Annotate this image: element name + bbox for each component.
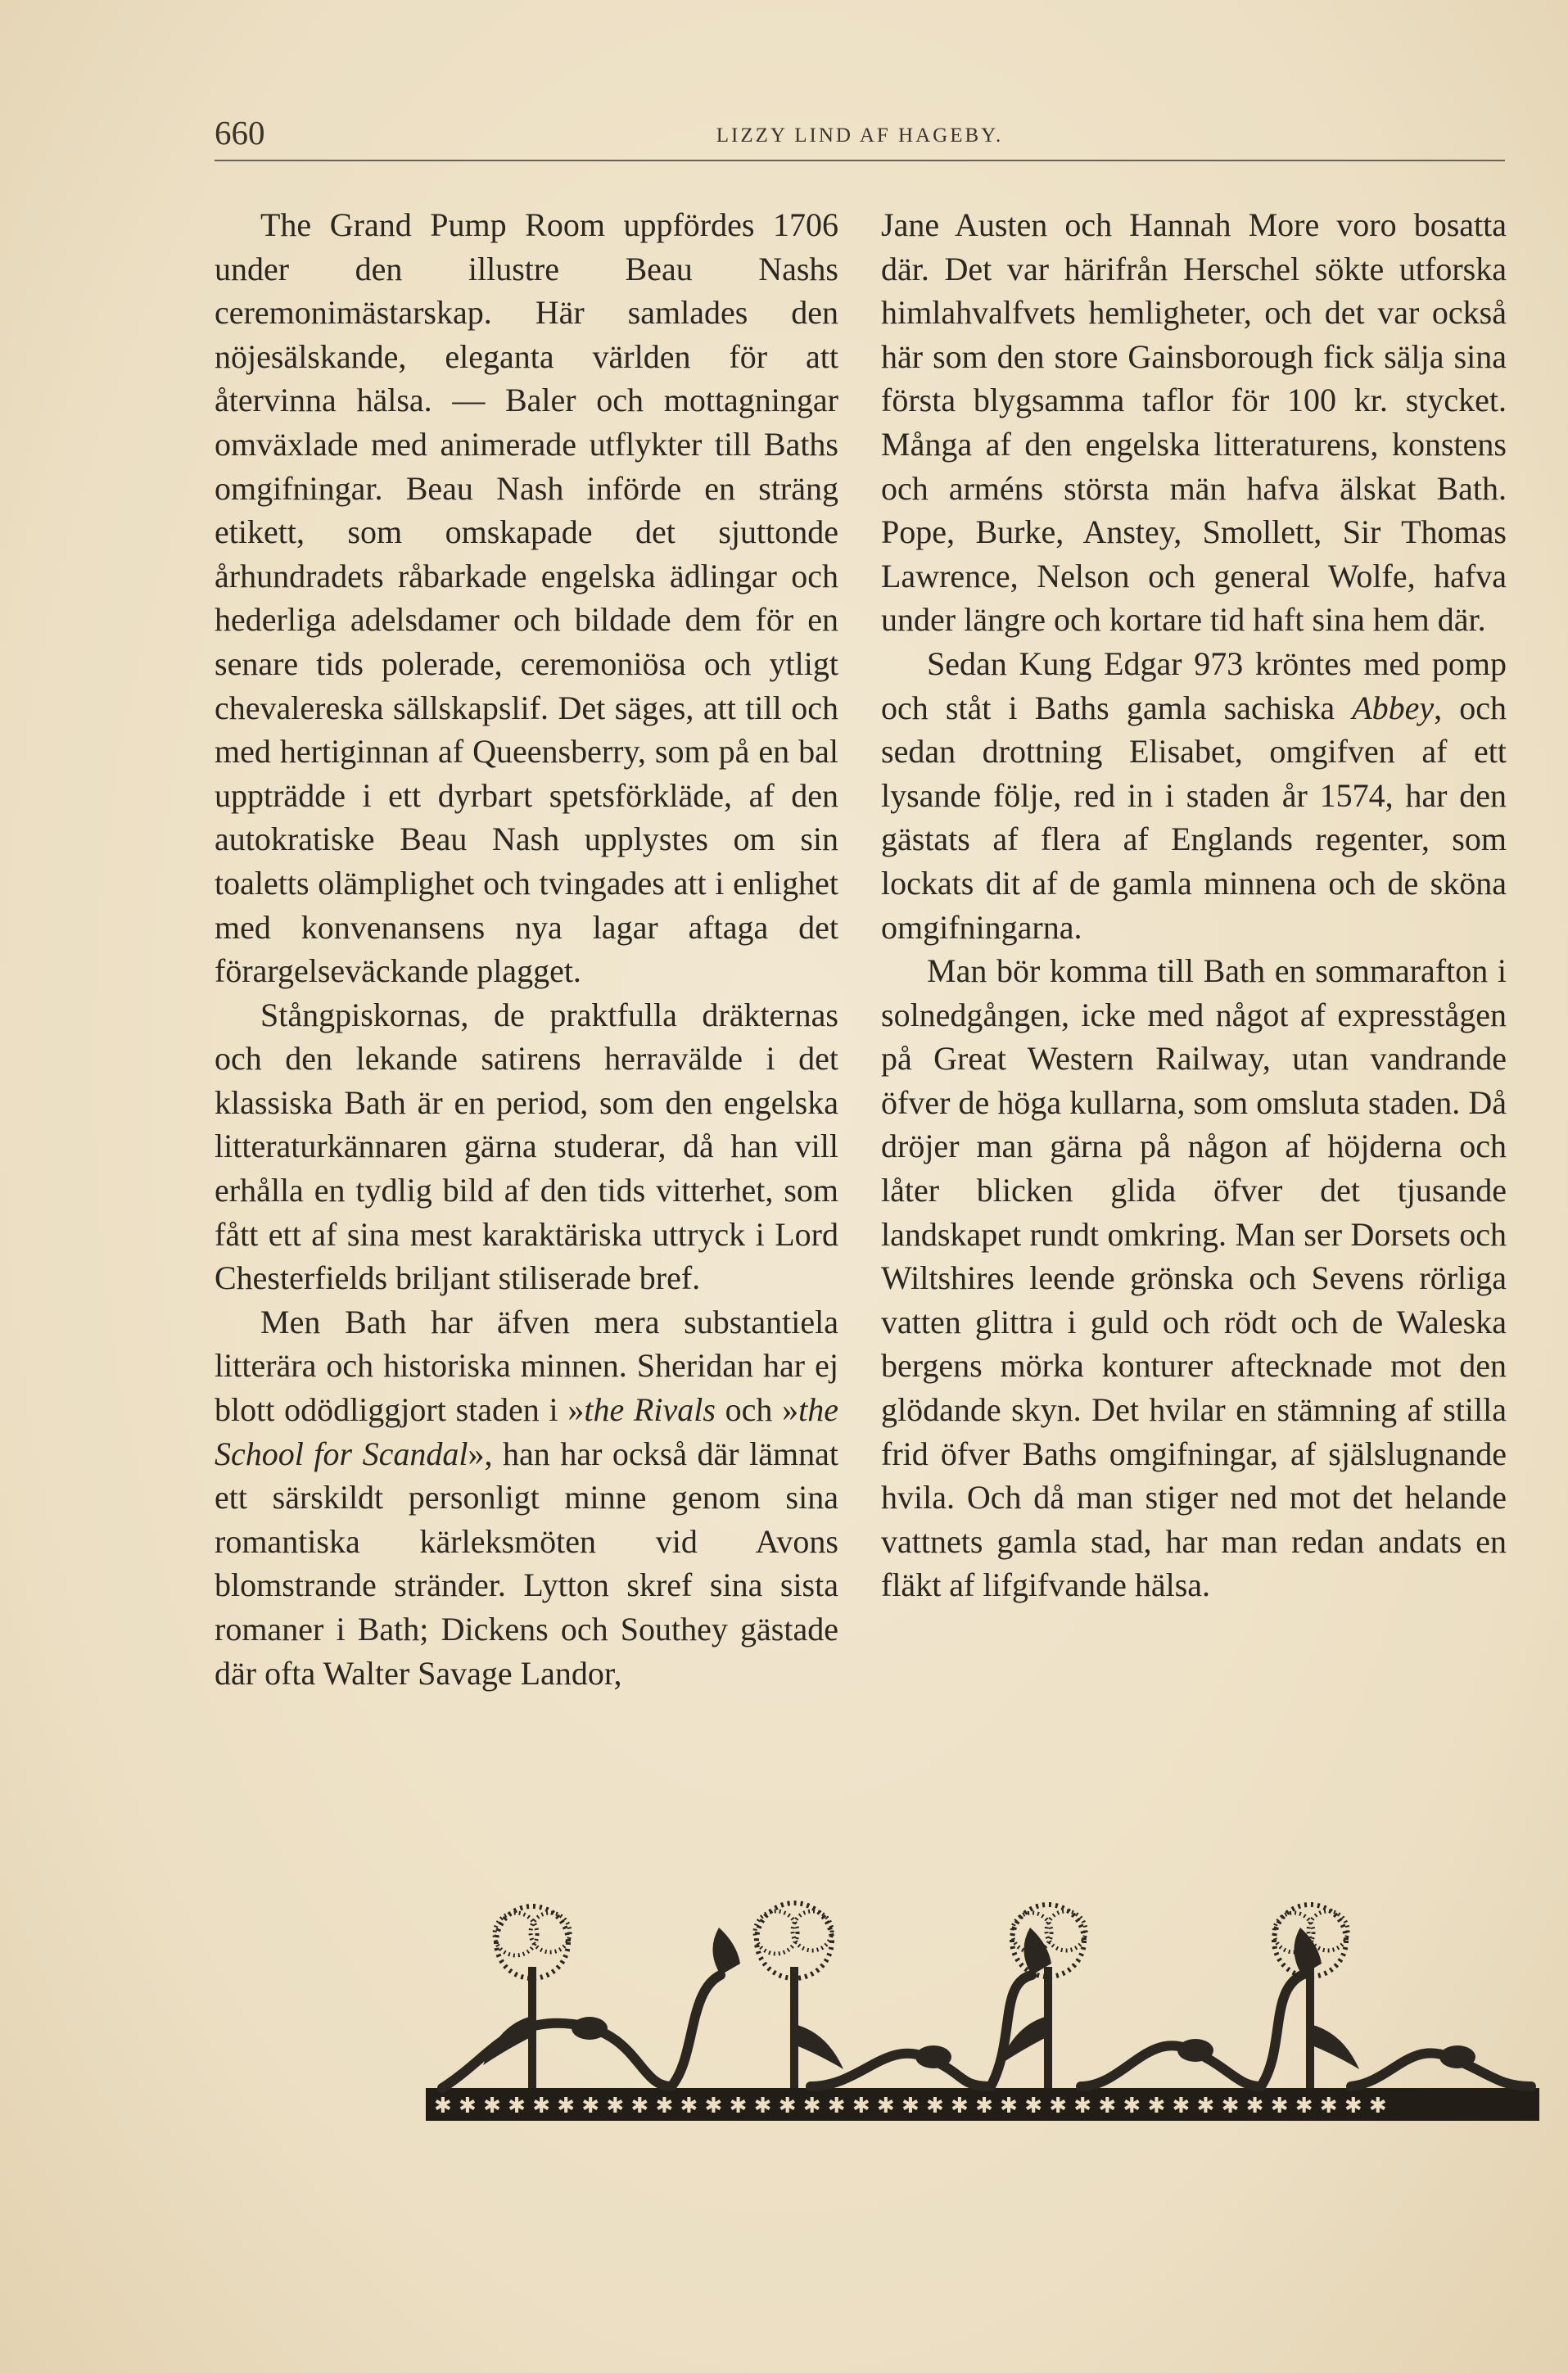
paragraph-sommarafton: Man bör komma till Bath en sommarafton i solnedgången, icke med något af expresstågen på Great Western Railway, utan vandrande öfver de höga kullarna, som omsluta staden. Då dröjer man gärna på någon af höjderna och låter blicken glida öfver det tjusande landskapet rundt omkring. Man ser Dorsets och Wiltshires leende grönska och Sevens rörliga vatten glittra i guld och rödt och de Waleska bergens mörka konturer aftecknade mot den glödande skyn. Det hvilar en stämning af stilla frid öfver Baths omgifningar, af själslugnande hvila. Och då man stiger ned mot det helande vattnets gamla stad, har man redan andats en fläkt af lifgifvande hälsa. [881,952,1507,1604]
running-head: LIZZY LIND AF HAGEBY. [716,124,1004,147]
paragraph-men-bath [215,1300,838,1695]
text-segment: och » [715,1391,799,1429]
svg-text:✱ ✱ ✱ ✱ ✱ ✱ ✱ ✱ ✱ ✱ ✱ ✱ ✱ ✱ ✱: ✱ ✱ ✱ ✱ ✱ ✱ ✱ ✱ ✱ ✱ ✱ ✱ ✱ ✱ ✱ ✱ ✱ ✱ ✱ ✱ ✱ ✱ ✱ ✱ ✱ ✱ ✱ ✱ ✱ ✱ ✱ ✱ ✱ ✱ ✱ ✱ ✱ ✱ ✱ [434,2094,1387,2118]
paragraph-pump-room: The Grand Pump Room uppfördes 1706 under den illustre Beau Nashs ceremonimästarskap. Här samlades den nöjesälskande, eleganta världen för att återvinna hälsa. — Baler och mottagningar omväxlade med animerade utflykter till Baths omgifningar. Beau Nash införde en sträng etikett, som omskapade det sjuttonde århundradets råbarkade engelska ädlingar och hederliga adelsdamer och bildade dem för en senare tids polerade, ceremoniösa och ytligt chevalereska sällskapslif. Det säges, att till och med hertiginnan af Queensberry, som på en bal uppträdde i ett dyrbart spetsförkläde, af den autokratiske Beau Nash upplystes om sin toaletts olämplighet och tvingades att i enlighet med konvenansens nya lagar aftaga det förargelseväckande plagget. [215,206,838,990]
right-column [881,203,1507,1607]
paragraph-jane-austen: Jane Austen och Hannah More voro bosatta där. Det var härifrån Herschel sökte utforska himlahvalfvets hemligheter, och det var också här som den store Gainsborough fick sälja sina första blygsamma taflor för 100 kr. stycket. Många af den engelska litteraturens, konstens och arméns största män hafva älskat Bath. Pope, Burke, Anstey, Smollett, Sir Thomas Lawrence, Nelson och general Wolfe, hafva under längre och kortare tid haft sina hem där. [881,206,1507,639]
title-the-rivals: the Rivals [584,1391,716,1429]
text-segment: », han har också där lämnat ett särskildt personligt minne genom sina romantiska kärleksmöten vid Avons blomstrande stränder. Lytton skref sina sista romaner i Bath; Dickens och Southey gästade där ofta Walter Savage Landor, [215,1435,839,1692]
paragraph-kung-edgar [881,642,1507,949]
header-rule [215,160,1505,161]
paragraph-stangpiskornas: Stångpiskornas, de praktfulla dräkternas och den lekande satirens herravälde i det klassiska Bath är en period, som den engelska litteraturkännaren gärna studerar, då han vill erhålla en tydlig bild af den tids vitterhet, som fått ett af sina mest karaktäriska uttryck i Lord Chesterfields briljant stiliserade bref. [215,996,838,1297]
left-column [215,203,838,1695]
page-header [215,113,1505,162]
title-school-for-scandal: the School for Scandal [215,1391,838,1472]
text-segment: Sedan Kung Edgar 973 kröntes med pomp och ståt i Baths gamla sachiska [881,644,1507,726]
text-segment: , och sedan drottning Elisabet, omgifven af ett lysande följe, red in i staden år 1574, har den gästats af flera af Englands regenter, som lockats dit af de gamla minnena och de sköna omgifningarna. [881,689,1507,946]
text-segment: Men Bath har äfven mera substantiela litterära och historiska minnen. Sheridan har ej blott odödliggjort staden i » [215,1303,838,1429]
floral-ornament-icon [426,1893,1539,2131]
title-abbey: Abbey [1352,689,1435,726]
page-number: 660 [215,114,265,151]
